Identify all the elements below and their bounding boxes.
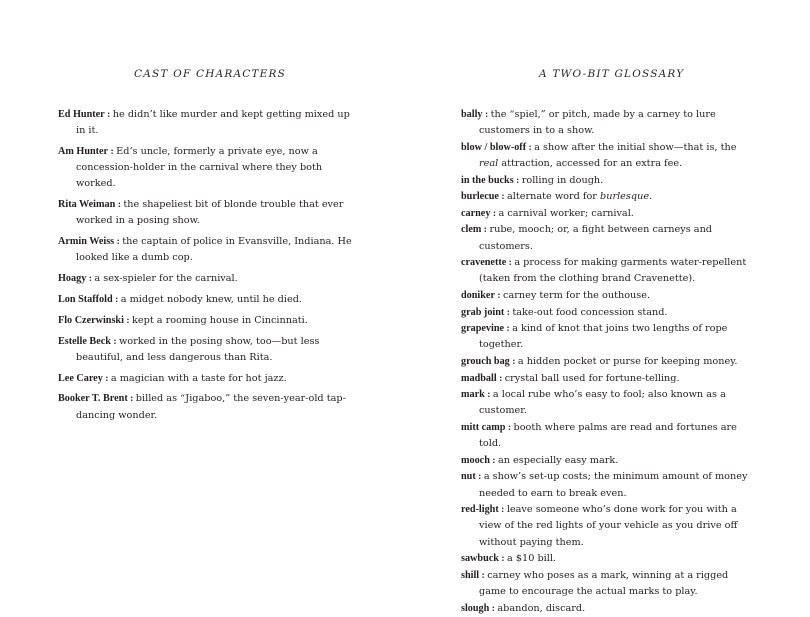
separator: : — [479, 569, 488, 581]
definition-emphasis: real — [479, 158, 499, 169]
separator: : — [489, 602, 498, 614]
separator: : — [498, 553, 508, 565]
glossary-definition — [507, 191, 652, 202]
character-description: the captain of police in Evansville, Indiana. He looked like a dumb cop. — [76, 236, 352, 264]
separator: : — [110, 335, 119, 347]
character-name: Lee Carey — [58, 372, 103, 384]
cast-entry — [58, 144, 358, 193]
glossary-term: cravenette — [461, 257, 507, 269]
character-description: kept a rooming house in Cincinnati. — [132, 314, 308, 326]
glossary-entry — [461, 469, 753, 501]
glossary-term: mark — [461, 389, 485, 401]
separator: : — [481, 224, 490, 236]
character-description: Ed’s uncle, formerly a private eye, now a concession-holder in the carnival where they both worked. — [76, 146, 323, 190]
glossary-entry — [461, 502, 753, 551]
glossary-term: burlecue — [461, 191, 499, 203]
glossary-term: grapevine — [461, 323, 505, 335]
separator: : — [123, 314, 133, 326]
separator: : — [475, 471, 484, 483]
glossary-term: bally — [461, 109, 483, 120]
character-name: Ed Hunter — [58, 109, 105, 120]
glossary-entry — [461, 453, 753, 469]
glossary-entry — [461, 140, 753, 172]
cast-list — [58, 107, 358, 428]
glossary-definition: a kind of knot that joins two lengths of rope together. — [479, 323, 728, 351]
glossary-entry — [461, 222, 753, 254]
character-name: Lon Staffold — [58, 294, 113, 305]
character-name: Booker T. Brent — [58, 393, 128, 405]
glossary-definition: a local rube who’s easy to fool; also known as a customer. — [479, 389, 726, 417]
character-description: a magician with a taste for hot jazz. — [110, 372, 287, 384]
glossary-term: doniker — [461, 289, 495, 301]
glossary-definition: rube, mooch; or, a fight between carneys and customers. — [479, 224, 713, 252]
glossary-definition: a $10 bill. — [507, 553, 557, 565]
separator: : — [489, 454, 498, 466]
cast-entry — [58, 371, 358, 387]
character-name: Hoagy — [58, 273, 87, 285]
definition-text: alternate word for — [507, 191, 601, 203]
cast-entry — [58, 107, 358, 139]
glossary-entry — [461, 371, 753, 387]
separator: : — [484, 389, 493, 401]
glossary-term: sawbuck — [461, 553, 499, 565]
separator: : — [482, 109, 491, 120]
glossary-term: shill — [461, 569, 480, 581]
glossary-term: red-light — [461, 504, 499, 516]
glossary-definition: rolling in dough. — [521, 174, 604, 186]
glossary-entry — [461, 551, 753, 567]
cast-entry — [58, 271, 358, 287]
cast-entry — [58, 234, 358, 266]
separator: : — [509, 355, 518, 367]
definition-text: a show after the initial show—that is, the — [534, 141, 737, 153]
glossary-definition: leave someone who’s done work for you with a view of the red lights of your vehicle as you drive off without paying them. — [479, 504, 738, 548]
glossary-term: slough — [461, 602, 490, 614]
character-description: worked in the posing show, too—but less beautiful, and less dangerous than Rita. — [76, 335, 320, 363]
cast-entry — [58, 391, 358, 423]
separator: : — [526, 141, 535, 153]
glossary-term: grab joint — [461, 306, 505, 318]
separator: : — [114, 236, 123, 248]
separator: : — [506, 257, 515, 269]
character-name: Flo Czerwinski — [58, 314, 124, 326]
glossary-definition: booth where palms are read and fortunes are told. — [479, 421, 737, 450]
separator: : — [490, 207, 499, 219]
glossary-definition: carney term for the outhouse. — [503, 289, 651, 301]
glossary-definition: a process for making garments water-repellent (taken from the clothing brand Cravenette). — [479, 257, 747, 285]
glossary-entry — [461, 321, 753, 353]
glossary-entry — [461, 387, 753, 419]
glossary-definition: the “spiel,” or pitch, made by a carney to lure customers in to a show. — [479, 109, 716, 137]
glossary-entry — [461, 420, 753, 452]
definition-text: attraction, accessed for an extra fee. — [498, 158, 683, 169]
glossary-entry — [461, 601, 753, 617]
glossary-definition: carney who poses as a mark, winning at a rigged game to encourage the actual marks to play. — [479, 569, 729, 597]
glossary-entry — [461, 288, 753, 304]
glossary-definition: crystal ball used for fortune-telling. — [504, 372, 680, 384]
separator: : — [496, 372, 505, 384]
separator: : — [504, 323, 513, 335]
glossary-term: madball — [461, 372, 497, 384]
character-description: the shapeliest bit of blonde trouble that ever worked in a posing show. — [76, 199, 344, 227]
character-description: a sex-spieler for the carnival. — [94, 273, 238, 285]
glossary-entry — [461, 206, 753, 222]
separator: : — [112, 294, 121, 305]
glossary-definition: take-out food concession stand. — [512, 306, 668, 318]
separator: : — [498, 504, 507, 516]
separator: : — [494, 289, 504, 301]
separator: : — [513, 174, 522, 186]
glossary-list — [461, 107, 753, 617]
glossary-term: in the bucks — [461, 174, 514, 186]
separator: : — [104, 109, 113, 120]
character-name: Estelle Beck — [58, 335, 111, 347]
cast-entry — [58, 334, 358, 366]
glossary-entry — [461, 107, 753, 139]
cast-entry — [58, 292, 358, 308]
cast-entry — [58, 313, 358, 329]
glossary-entry — [461, 173, 753, 189]
glossary-definition: an especially easy mark. — [497, 454, 619, 466]
character-description: billed as “Jigaboo,” the seven-year-old tap-dancing wonder. — [76, 393, 346, 421]
glossary-entry — [461, 255, 753, 287]
glossary-term: blow / blow-off — [461, 141, 527, 153]
separator: : — [505, 421, 514, 433]
separator: : — [115, 199, 124, 211]
separator: : — [498, 191, 507, 203]
glossary-entry — [461, 189, 753, 205]
character-description: a midget nobody knew, until he died. — [120, 294, 302, 305]
glossary-definition: a hidden pocket or purse for keeping money. — [517, 355, 738, 367]
character-name: Armin Weiss — [58, 236, 115, 248]
glossary-term: nut — [461, 471, 476, 483]
glossary-term: grouch bag — [461, 355, 510, 367]
glossary-definition: a show’s set-up costs; the minimum amount of money needed to earn to break even. — [479, 471, 748, 499]
glossary-entry — [461, 354, 753, 370]
character-name: Rita Weiman — [58, 199, 116, 211]
glossary-entry — [461, 305, 753, 321]
glossary-definition: abandon, discard. — [497, 602, 586, 614]
definition-text: . — [649, 191, 653, 203]
glossary-term: clem — [461, 224, 482, 236]
character-name: Am Hunter — [58, 146, 109, 157]
glossary-term: mooch — [461, 454, 490, 466]
cast-heading: CAST OF CHARACTERS — [134, 68, 287, 80]
definition-emphasis: burlesque — [600, 191, 650, 203]
cast-entry — [58, 197, 358, 229]
separator: : — [127, 393, 136, 405]
glossary-definition: a carnival worker; carnival. — [498, 207, 634, 219]
glossary-heading: A TWO-BIT GLOSSARY — [539, 68, 685, 80]
separator: : — [504, 306, 513, 318]
glossary-entry — [461, 568, 753, 600]
character-description: he didn’t like murder and kept getting mixed up in it. — [76, 109, 350, 137]
glossary-term: mitt camp — [461, 421, 506, 433]
separator: : — [86, 273, 95, 285]
separator: : — [108, 146, 117, 157]
separator: : — [102, 372, 111, 384]
glossary-term: carney — [461, 207, 491, 219]
